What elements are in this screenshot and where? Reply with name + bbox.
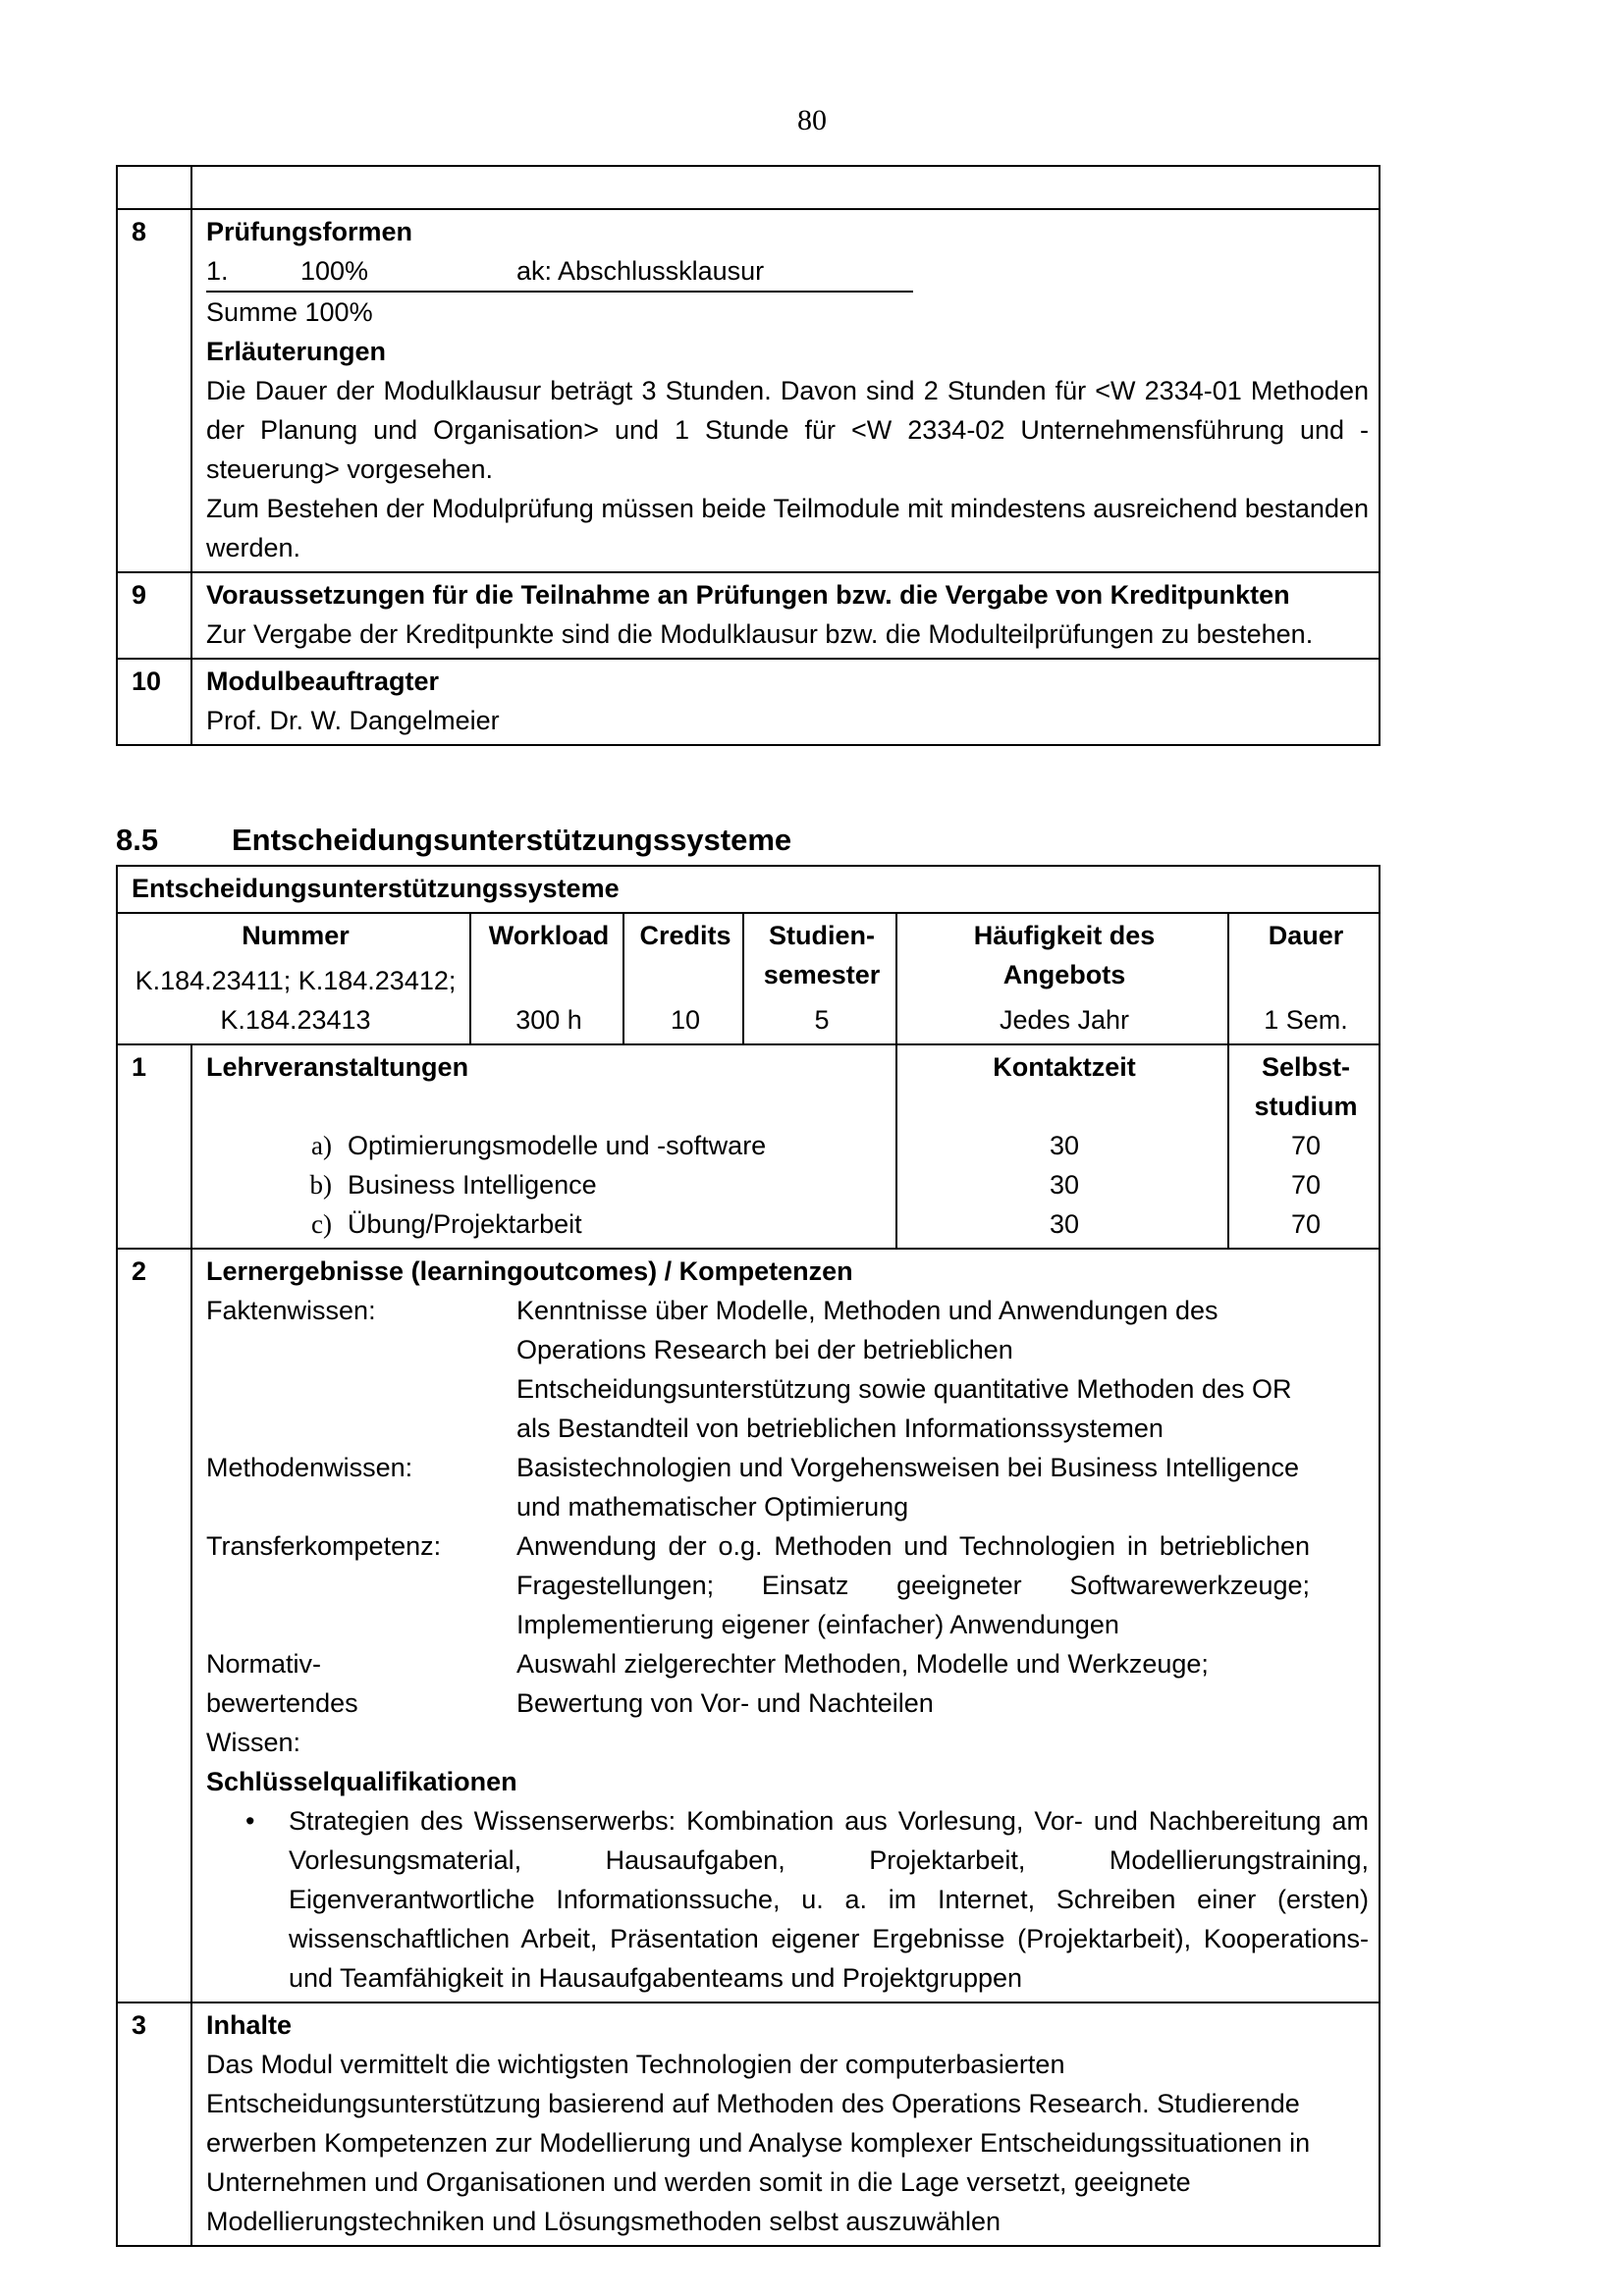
page-number: 80 [797,104,827,136]
competence-item: Faktenwissen: Kenntnisse über Modelle, Methoden und Anwendungen des Operations Research bei der betrieblichen Entscheidungsunterstützung sowie quantitative Methoden des OR als Bestandteil von betrieblichen Informationssystemen [206,1296,1292,1443]
list-item: • Strategien des Wissenserwerbs: Kombination aus Vorlesung, Vor- und Nachbereitung am Vorlesungsmaterial, Hausaufgaben, Projektarbeit, Modellierungstraining, Eigenverantwortliche Informationssuche, u. a. im Internet, Schreiben einer (ersten) wissenschaftlichen Arbeit, Präsentation eigener Ergebnisse (Projektarbeit), Kooperations- und Teamfähigkeit in Hausaufgabenteams und Projektgruppen [206,1801,1369,1998]
row-title: Modulbeauftragter [206,667,440,696]
column-header-workload: Workload [470,913,623,998]
column-header-haeufigkeit: Häufigkeit des Angebots [896,913,1228,998]
row-title: Prüfungsformen [206,217,413,246]
table-row-1 [117,1044,1380,1249]
table-row-2 [117,1249,1380,2002]
duration-value: 1 Sem. [1228,998,1380,1044]
row-text: Zur Vergabe der Kreditpunkte sind die Modulklausur bzw. die Modulteilprüfungen zu bestehen. [206,619,1314,649]
table-values-row [117,998,1380,1044]
column-header-dauer: Dauer [1228,913,1380,998]
explanation-text: Zum Bestehen der Modulprüfung müssen beide Teilmodule mit mindestens ausreichend bestanden werden. [206,494,1369,562]
row-number: 8 [117,209,191,572]
column-header-semester: Studien- semester [743,913,896,998]
frequency-value: Jedes Jahr [896,998,1228,1044]
row-text: Prof. Dr. W. Dangelmeier [206,706,500,735]
row-title: Lehrveranstaltungen [206,1052,469,1082]
row-number: 3 [117,2002,191,2246]
row-number: 2 [117,1249,191,2002]
list-item: b) Business Intelligence [309,1170,597,1200]
row-title: Voraussetzungen für die Teilnahme an Prüfungen bzw. die Vergabe von Kreditpunkten [206,580,1290,610]
table-row [117,166,1380,209]
row-number: 10 [117,659,191,745]
credits-value: 10 [623,998,743,1044]
competence-item: Transferkompetenz: Anwendung der o.g. Methoden und Technologien in betrieblichen Fragestellungen; Einsatz geeigneter Softwarewerkzeuge; Implementierung eigener (einfacher) Anwendungen [206,1531,1310,1639]
table-row-8 [117,209,1380,572]
table-header-title-row [117,866,1380,913]
exam-form-item: 1. 100% ak: Abschlussklausur [206,251,913,293]
competence-item: Normativ-bewertendes Wissen: Auswahl zielgerechter Methoden, Modelle und Werkzeuge; Bewertung von Vor- und Nachteilen [206,1649,1209,1757]
section-heading [116,823,791,858]
explanation-text: Die Dauer der Modulklausur beträgt 3 Stunden. Davon sind 2 Stunden für <W 2334-01 Methoden der Planung und Organisation> und 1 Stunde für <W 2334-02 Unternehmensführung und -steuerung> vorgesehen. [206,376,1369,484]
row-title: Lernergebnisse (learningoutcomes) / Kompetenzen [206,1256,853,1286]
workload-value: 300 h [470,998,623,1044]
row-number: 9 [117,572,191,659]
list-item: c) Übung/Projektarbeit [311,1209,582,1239]
column-header-credits: Credits [623,913,743,998]
explanation-title: Erläuterungen [206,337,387,366]
table-row-3 [117,2002,1380,2246]
table-row-9 [117,572,1380,659]
list-item: a) Optimierungsmodelle und -software [311,1131,767,1160]
sum-line: Summe 100% [206,297,373,327]
module-table-continued [116,165,1380,746]
section-title: Entscheidungsunterstützungssysteme [232,823,792,857]
row-title: Inhalte [206,2010,293,2040]
semester-value: 5 [743,998,896,1044]
bullet-icon: • [245,1806,255,1836]
module-title: Entscheidungsunterstützungssysteme [117,866,1380,913]
module-table [116,865,1380,2247]
key-qualifications-title: Schlüsselqualifikationen [206,1767,517,1796]
self-study-column: Selbst- studium 70 70 70 [1228,1044,1380,1249]
competence-item: Methodenwissen: Basistechnologien und Vorgehensweisen bei Business Intelligence und mathematischer Optimierung [206,1453,1300,1522]
module-number: K.184.23411; K.184.23412; K.184.23413 [117,998,470,1044]
table-row-10 [117,659,1380,745]
column-header-nummer: Nummer [117,913,470,998]
row-text: Das Modul vermittelt die wichtigsten Technologien der computerbasierten Entscheidungsunterstützung basierend auf Methoden des Operations Research. Studierende erwerben Kompetenzen zur Modellierung und Analyse komplexer Entscheidungssituationen in Unternehmen und Organisationen und werden somit in die Lage versetzt, geeignete Modellierungstechniken und Lösungsmethoden selbst auszuwählen [206,2050,1311,2236]
contact-time-column: Kontaktzeit 30 30 30 [896,1044,1228,1249]
row-number: 1 [117,1044,191,1249]
section-number: 8.5 [116,823,159,857]
